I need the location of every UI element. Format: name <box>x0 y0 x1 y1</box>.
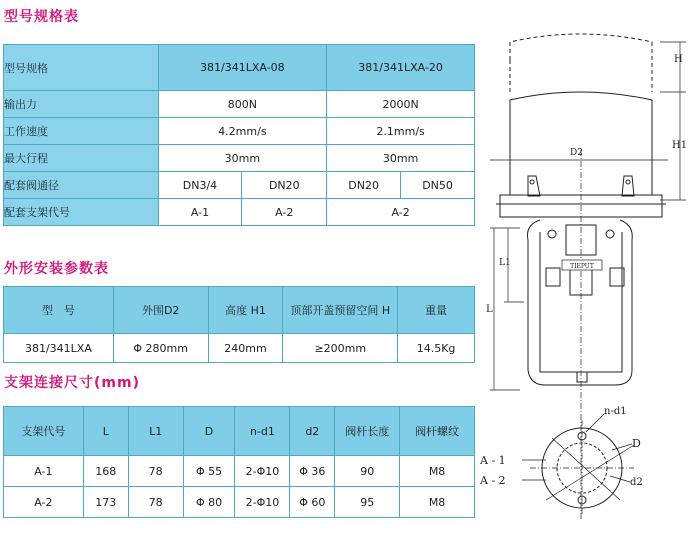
label-a1: A - 1 <box>480 454 506 467</box>
cell: M8 <box>400 487 475 518</box>
cell: 2-Φ10 <box>235 487 290 518</box>
cell: DN3/4 <box>158 172 242 199</box>
cell: 30mm <box>158 145 327 172</box>
cell: 阀杆长度 <box>335 407 400 456</box>
label-a2: A - 2 <box>480 474 506 487</box>
label-d2: d2 <box>630 477 643 488</box>
cell: 重量 <box>398 287 475 334</box>
cell: Φ 36 <box>290 456 335 487</box>
cell: d2 <box>290 407 335 456</box>
cell: A-2 <box>242 199 327 226</box>
cell: 2.1mm/s <box>327 118 475 145</box>
outline-title: 外形安装参数表 <box>4 261 109 277</box>
cell: 800N <box>158 91 327 118</box>
cell: Φ 60 <box>290 487 335 518</box>
model-spec-title: 型号规格表 <box>4 9 79 25</box>
cell: DN20 <box>242 172 327 199</box>
bracket-title: 支架连接尺寸(mm) <box>4 375 140 391</box>
header-20: 381/341LXA-20 <box>327 45 475 91</box>
cell: 外围D2 <box>113 287 208 334</box>
cell: 30mm <box>327 145 475 172</box>
nameplate-label: TIEPUT <box>570 263 594 270</box>
header-08: 381/341LXA-08 <box>158 45 327 91</box>
cell: 240mm <box>208 334 283 363</box>
cell: ≥200mm <box>283 334 398 363</box>
cell: L1 <box>128 407 183 456</box>
cell: M8 <box>400 456 475 487</box>
cell: 95 <box>335 487 400 518</box>
cell: A-2 <box>327 199 475 226</box>
nut-left <box>546 268 560 286</box>
model-spec-table <box>3 44 475 226</box>
cell: 173 <box>83 487 128 518</box>
cell: 支架代号 <box>4 407 84 456</box>
cell: 4.2mm/s <box>158 118 327 145</box>
cell: D <box>183 407 235 456</box>
label-nd1: n-d1 <box>604 406 627 417</box>
actuator-drawing <box>478 0 695 547</box>
row-speed-label: 工作速度 <box>4 118 159 145</box>
cell: 高度 H1 <box>208 287 283 334</box>
cell: 78 <box>128 456 183 487</box>
row-valve-label: 配套阀通径 <box>4 172 159 199</box>
cell: 381/341LXA <box>4 334 114 363</box>
cell: 90 <box>335 456 400 487</box>
cell: Φ 80 <box>183 487 235 518</box>
cell: L <box>83 407 128 456</box>
cover-outline <box>510 34 652 92</box>
label-d: D <box>632 437 641 450</box>
cell: DN50 <box>401 172 475 199</box>
cell: 168 <box>83 456 128 487</box>
cell: 14.5Kg <box>398 334 475 363</box>
header-model: 型号规格 <box>4 45 159 91</box>
dim-h1-label: H1 <box>672 140 688 151</box>
dim-d2-label: D2 <box>570 148 583 158</box>
cell: DN20 <box>327 172 401 199</box>
row-output-label: 输出力 <box>4 91 159 118</box>
dim-l-label: L <box>486 304 493 315</box>
bracket-table <box>3 406 475 518</box>
cell: 阀杆螺纹 <box>400 407 475 456</box>
dim-h-label: H <box>674 54 683 65</box>
cell: Φ 55 <box>183 456 235 487</box>
cell: A-1 <box>4 456 84 487</box>
outline-table <box>3 286 475 363</box>
cell: A-2 <box>4 487 84 518</box>
cell: 顶部开盖预留空间 H <box>283 287 398 334</box>
cell: Φ 280mm <box>113 334 208 363</box>
cell: 78 <box>128 487 183 518</box>
row-bracket-label: 配套支架代号 <box>4 199 159 226</box>
row-stroke-label: 最大行程 <box>4 145 159 172</box>
cell: 型 号 <box>4 287 114 334</box>
dim-l1-label: L1 <box>499 258 511 268</box>
cell: 2-Φ10 <box>235 456 290 487</box>
bracket-frame <box>528 220 633 385</box>
cell: n-d1 <box>235 407 290 456</box>
cell: A-1 <box>158 199 242 226</box>
cell: 2000N <box>327 91 475 118</box>
